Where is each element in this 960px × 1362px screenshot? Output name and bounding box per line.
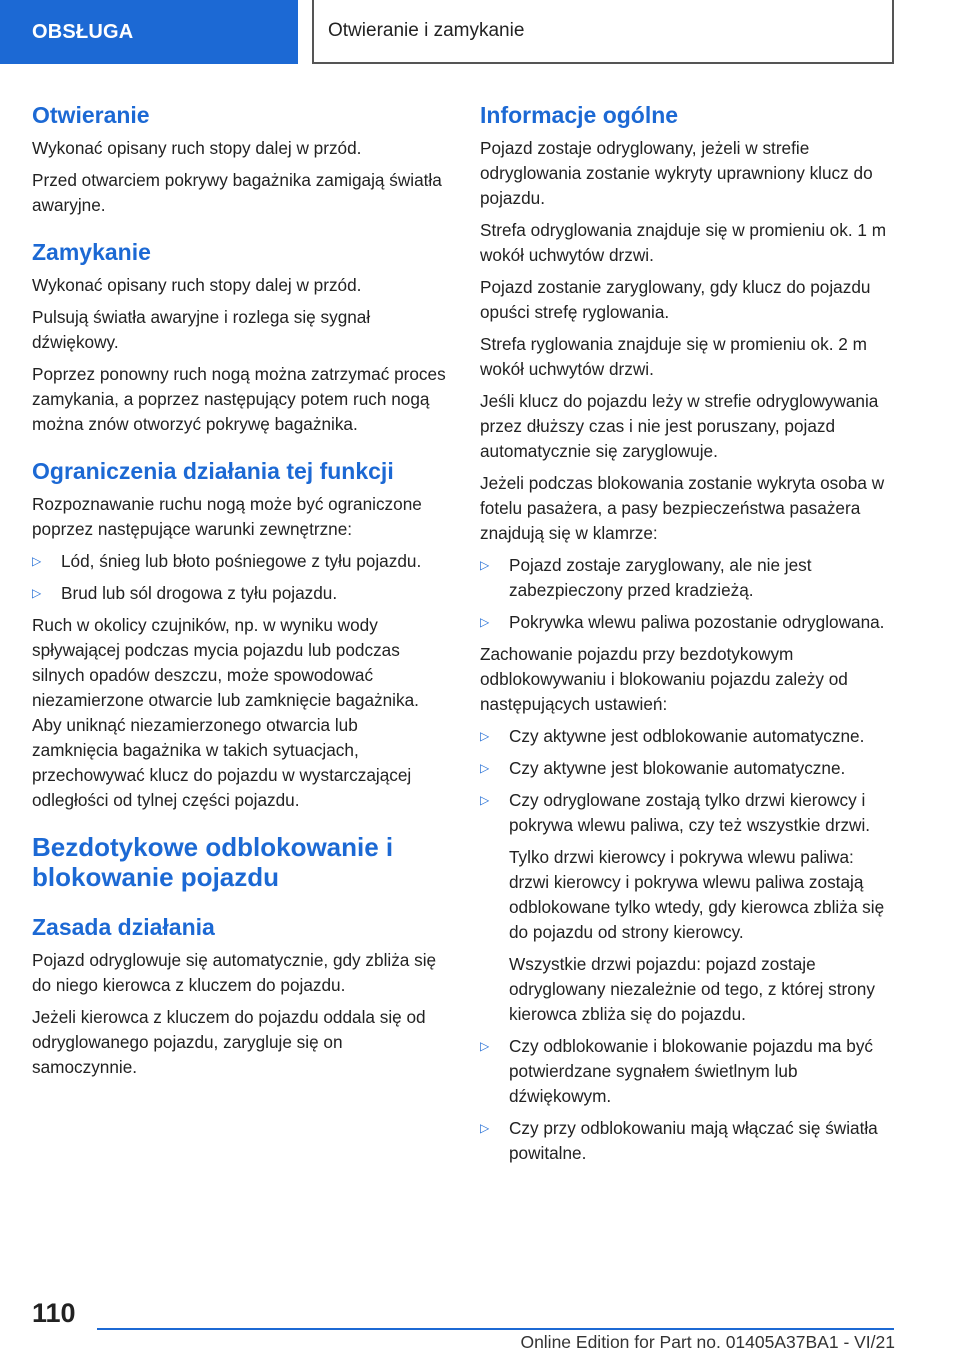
bullet-item: ▷ Czy aktywne jest odblokowanie automatyczne. [480,724,896,749]
triangle-bullet-icon: ▷ [480,1039,490,1053]
bullet-item: ▷ Pojazd zostaje zaryglowany, ale nie jest zabezpieczony przed kradzieżą. [480,555,812,600]
paragraph: Wykonać opisany ruch stopy dalej w przód. [32,275,362,295]
heading-general: Informacje ogólne [480,102,679,128]
section-tab: OBSŁUGA [0,0,298,64]
triangle-bullet-icon: ▷ [32,554,42,568]
paragraph: Strefa odryglowania znajduje się w promieniu ok. 1 m wokół uchwytów drzwi. [480,220,887,265]
triangle-bullet-icon: ▷ [480,729,490,743]
left-column [32,100,448,1087]
paragraph: Jeżeli podczas blokowania zostanie wykryta osoba w fotelu pasażera, a pasy bezpieczeństwa pasażera znajdują się w klamrze: [480,473,885,543]
paragraph: Jeśli klucz do pojazdu leży w strefie odryglowywania przez dłuższy czas i nie jest poruszany, pojazd automatycznie się zaryglowuje. [480,391,879,461]
paragraph: Pojazd zostanie zaryglowany, gdy klucz do pojazdu opuści strefę ryglowania. [480,277,871,322]
bullet-item: ▷ Czy odryglowane zostają tylko drzwi kierowcy i pokrywa wlewu paliwa, czy też wszystkie drzwi. [480,790,871,835]
paragraph: Przed otwarciem pokrywy bagażnika zamigają światła awaryjne. [32,170,442,215]
paragraph: Pulsują światła awaryjne i rozlega się sygnał dźwiękowy. [32,307,371,352]
heading-close: Zamykanie [32,239,151,265]
page-number: 110 [32,1298,76,1328]
bullet-item: ▷ Czy aktywne jest blokowanie automatyczne. [480,756,896,781]
bullet-item: ▷ Pokrywka wlewu paliwa pozostanie odryglowana. [480,610,896,635]
bullet-subparagraph: Tylko drzwi kierowcy i pokrywa wlewu paliwa: drzwi kierowcy i pokrywa wlewu paliwa zostają odblokowane tylko wtedy, gdy kierowca zbliża się do pojazdu od strony kierowcy. [509,847,885,942]
bullet-item: ▷ Brud lub sól drogowa z tyłu pojazdu. [32,581,448,606]
paragraph: Pojazd odryglowuje się automatycznie, gdy zbliża się do niego kierowca z kluczem do pojazdu. [32,950,437,995]
triangle-bullet-icon: ▷ [480,761,490,775]
bullet-item: ▷ Czy odblokowanie i blokowanie pojazdu ma być potwierdzane sygnałem świetlnym lub dźwiękowym. [480,1036,874,1106]
footer-edition: Online Edition for Part no. 01405A37BA1 - VI/21 [520,1332,895,1352]
footer-divider [97,1328,894,1330]
heading-limits: Ograniczenia działania tej funkcji [32,458,394,484]
paragraph: Wykonać opisany ruch stopy dalej w przód. [32,138,362,158]
paragraph: Ruch w okolicy czujników, np. w wyniku wody spływającej podczas mycia pojazdu lub podczas silnych opadów deszczu, może spowodować niezamierzone otwarcie lub zamknięcie bagażnika. Aby uniknąć niezamierzonego otwarcia lub zamknięcia bagażnika w takich sytuacjach, przechowywać klucz do pojazdu w wystarczającej odległości od tylnej części pojazdu. [32,615,419,810]
bullet-item: ▷ Czy przy odblokowaniu mają włączać się światła powitalne. [480,1118,878,1163]
triangle-bullet-icon: ▷ [32,586,42,600]
heading-keyless: Bezdotykowe odblokowanie i blokowanie pojazdu [32,832,394,892]
triangle-bullet-icon: ▷ [480,793,490,807]
heading-principle: Zasada działania [32,914,215,940]
chapter-title: Otwieranie i zamykanie [312,0,894,64]
right-column [480,100,896,1173]
heading-open: Otwieranie [32,102,150,128]
paragraph: Strefa ryglowania znajduje się w promieniu ok. 2 m wokół uchwytów drzwi. [480,334,867,379]
paragraph: Poprzez ponowny ruch nogą można zatrzymać proces zamykania, a poprzez następujący potem ruch nogą można znów otworzyć pokrywę bagażnika. [32,364,446,434]
bullet-subparagraph: Wszystkie drzwi pojazdu: pojazd zostaje odryglowany niezależnie od tego, z której strony kierowca zbliża się do pojazdu. [509,954,875,1024]
triangle-bullet-icon: ▷ [480,558,490,572]
triangle-bullet-icon: ▷ [480,1121,490,1135]
bullet-item: ▷ Lód, śnieg lub błoto pośniegowe z tyłu pojazdu. [32,549,448,574]
paragraph: Zachowanie pojazdu przy bezdotykowym odblokowywaniu i blokowaniu pojazdu zależy od następujących ustawień: [480,644,848,714]
paragraph: Jeżeli kierowca z kluczem do pojazdu oddala się od odryglowanego pojazdu, zarygluje się on samoczynnie. [32,1007,426,1077]
paragraph: Rozpoznawanie ruchu nogą może być ograniczone poprzez następujące warunki zewnętrzne: [32,494,422,539]
paragraph: Pojazd zostaje odryglowany, jeżeli w strefie odryglowania zostanie wykryty uprawniony klucz do pojazdu. [480,138,873,208]
triangle-bullet-icon: ▷ [480,615,490,629]
